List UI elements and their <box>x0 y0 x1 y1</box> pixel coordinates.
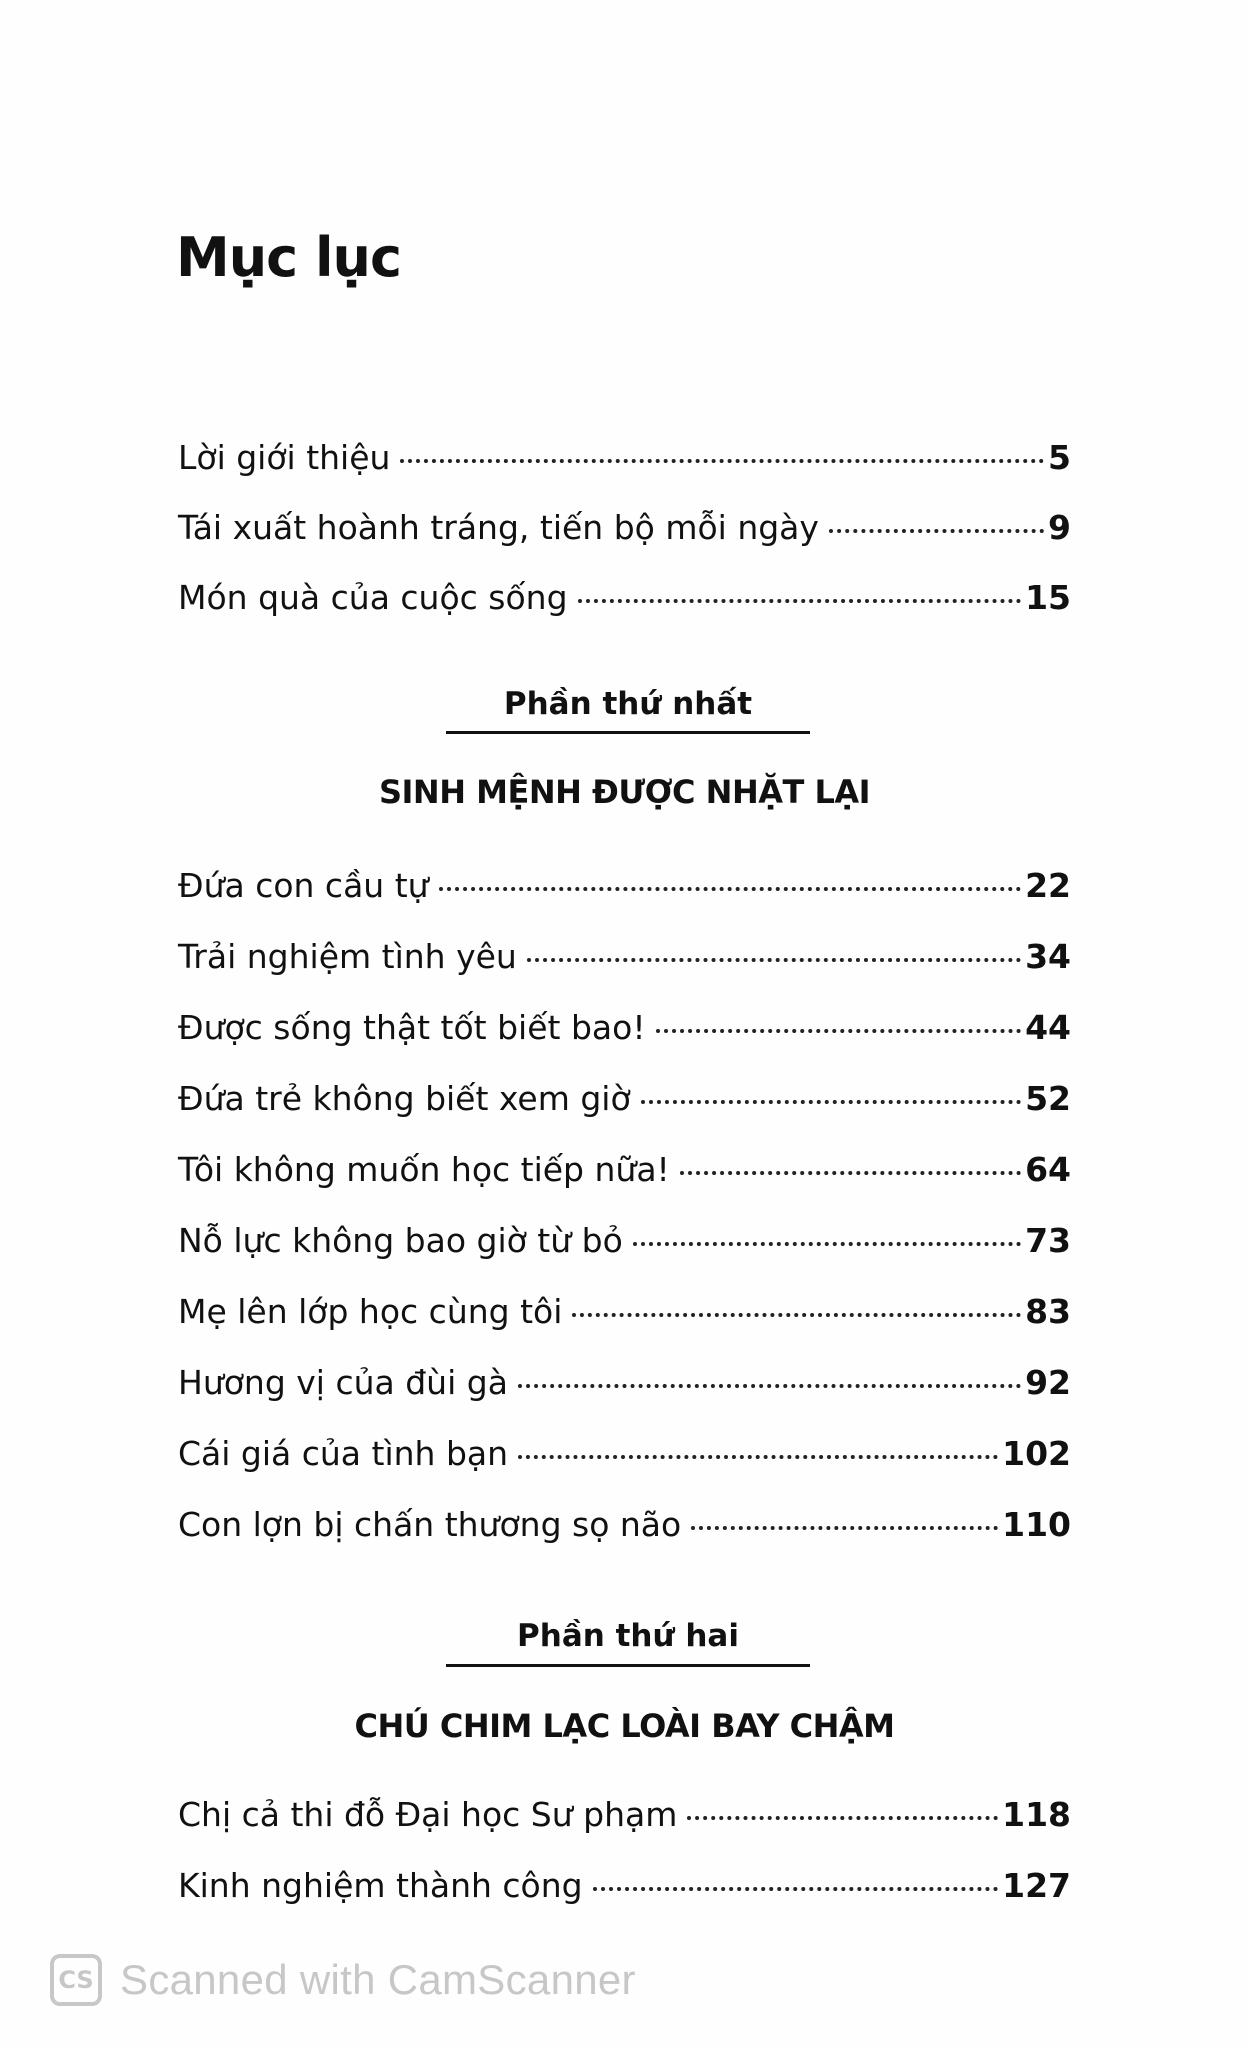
toc-item <box>178 1290 1071 1334</box>
toc-item-page: 9 <box>1048 508 1071 547</box>
toc-leader-dots <box>656 1029 1022 1033</box>
toc-item-label: Được sống thật tốt biết bao! <box>178 1008 646 1047</box>
toc-item <box>178 1503 1071 1547</box>
toc-leader-dots <box>641 1100 1021 1104</box>
toc-item-label: Đứa trẻ không biết xem giờ <box>178 1079 631 1118</box>
toc-item <box>178 1361 1071 1405</box>
toc-item <box>178 1219 1071 1263</box>
toc-item-page: 83 <box>1025 1292 1071 1331</box>
part-one-heading: Phần thứ nhất <box>503 686 753 722</box>
toc-item-page: 64 <box>1025 1150 1071 1189</box>
toc-item <box>178 1006 1071 1050</box>
toc-item-page: 44 <box>1025 1008 1071 1047</box>
part-two-title: CHÚ CHIM LẠC LOÀI BAY CHẬM <box>354 1707 895 1745</box>
toc-item-page: 34 <box>1025 937 1071 976</box>
toc-item-label: Tái xuất hoành tráng, tiến bộ mỗi ngày <box>178 508 819 547</box>
toc-item-label: Cái giá của tình bạn <box>178 1434 509 1473</box>
toc-item <box>178 436 1071 480</box>
toc-leader-dots <box>680 1171 1021 1175</box>
part-one-divider <box>446 731 810 734</box>
toc-leader-dots <box>578 599 1022 603</box>
toc-item-label: Mẹ lên lớp học cùng tôi <box>178 1292 563 1331</box>
toc-leader-dots <box>633 1242 1021 1246</box>
toc-leader-dots <box>593 1887 999 1891</box>
toc-item <box>178 864 1071 908</box>
toc-item-label: Trải nghiệm tình yêu <box>178 937 517 976</box>
toc-item-label: Con lợn bị chấn thương sọ não <box>178 1505 682 1544</box>
toc-item-label: Chị cả thi đỗ Đại học Sư phạm <box>178 1795 678 1834</box>
toc-leader-dots <box>687 1816 998 1820</box>
toc-item <box>178 576 1071 620</box>
toc-item-page: 73 <box>1025 1221 1071 1260</box>
toc-item <box>178 1432 1071 1476</box>
toc-item-page: 127 <box>1002 1866 1071 1905</box>
toc-item-label: Món quà của cuộc sống <box>178 578 568 617</box>
part-two-divider <box>446 1664 810 1667</box>
toc-leader-dots <box>400 459 1044 463</box>
toc-item <box>178 935 1071 979</box>
toc-leader-dots <box>527 958 1021 962</box>
toc-item-label: Đứa con cầu tự <box>178 866 429 905</box>
toc-item-page: 110 <box>1002 1505 1071 1544</box>
toc-item-label: Kinh nghiệm thành công <box>178 1866 583 1905</box>
watermark-text: Scanned with CamScanner <box>120 1956 636 2003</box>
toc-item-label: Hương vị của đùi gà <box>178 1363 508 1402</box>
camscanner-logo-icon: CS <box>50 1954 102 2006</box>
toc-item-label: Nỗ lực không bao giờ từ bỏ <box>178 1221 623 1260</box>
toc-item-page: 22 <box>1025 866 1071 905</box>
toc-item-page: 5 <box>1048 438 1071 477</box>
page-title: Mục lục <box>176 226 401 289</box>
toc-item <box>178 1148 1071 1192</box>
toc-leader-dots <box>572 1313 1021 1317</box>
toc-leader-dots <box>829 529 1044 533</box>
toc-leader-dots <box>518 1384 1021 1388</box>
toc-item <box>178 1793 1071 1837</box>
toc-item <box>178 506 1071 550</box>
toc-item-label: Tôi không muốn học tiếp nữa! <box>178 1150 670 1189</box>
toc-item <box>178 1864 1071 1908</box>
toc-item-page: 52 <box>1025 1079 1071 1118</box>
toc-leader-dots <box>518 1455 998 1459</box>
toc-leader-dots <box>439 887 1022 891</box>
toc-item-label: Lời giới thiệu <box>178 438 391 477</box>
toc-item <box>178 1077 1071 1121</box>
part-one-title: SINH MỆNH ĐƯỢC NHẶT LẠI <box>378 773 871 811</box>
toc-item-page: 92 <box>1025 1363 1071 1402</box>
part-two-heading: Phần thứ hai <box>517 1618 739 1654</box>
toc-item-page: 15 <box>1025 578 1071 617</box>
toc-item-page: 118 <box>1002 1795 1071 1834</box>
toc-leader-dots <box>691 1526 998 1530</box>
toc-item-page: 102 <box>1002 1434 1071 1473</box>
scanner-watermark <box>50 1950 636 2010</box>
